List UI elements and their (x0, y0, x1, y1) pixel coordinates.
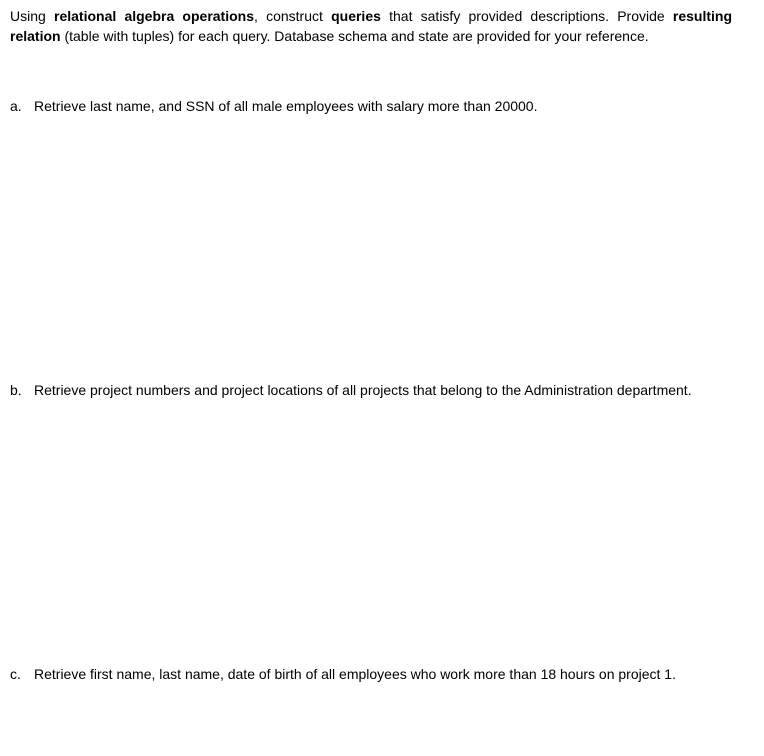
question-marker: a. (10, 98, 22, 114)
question-marker: b. (10, 382, 22, 398)
question-b (10, 380, 750, 400)
instructions-emphasis: relational algebra operations (54, 8, 254, 24)
instructions-text: that satisfy provided descriptions. Provide (380, 8, 673, 24)
instructions-emphasis: queries (331, 8, 381, 24)
question-text: Retrieve last name, and SSN of all male employees with salary more than 20000. (34, 98, 538, 114)
instructions-paragraph (10, 6, 732, 46)
answer-space-c (10, 690, 750, 750)
answer-space-b (10, 406, 750, 656)
instructions-text: , construct (254, 8, 332, 24)
instructions-text: Using (10, 8, 54, 24)
question-c (10, 664, 750, 684)
question-text: Retrieve first name, last name, date of birth of all employees who work more than 18 hours on project 1. (34, 666, 676, 682)
question-text: Retrieve project numbers and project locations of all projects that belong to the Administration department. (34, 382, 692, 398)
question-a (10, 96, 750, 116)
instructions-emphasis: resulting relation (10, 8, 733, 44)
instructions-text: (table with tuples) for each query. Database schema and state are provided for your reference. (60, 28, 649, 44)
question-marker: c. (10, 666, 21, 682)
answer-space-a (10, 122, 750, 372)
